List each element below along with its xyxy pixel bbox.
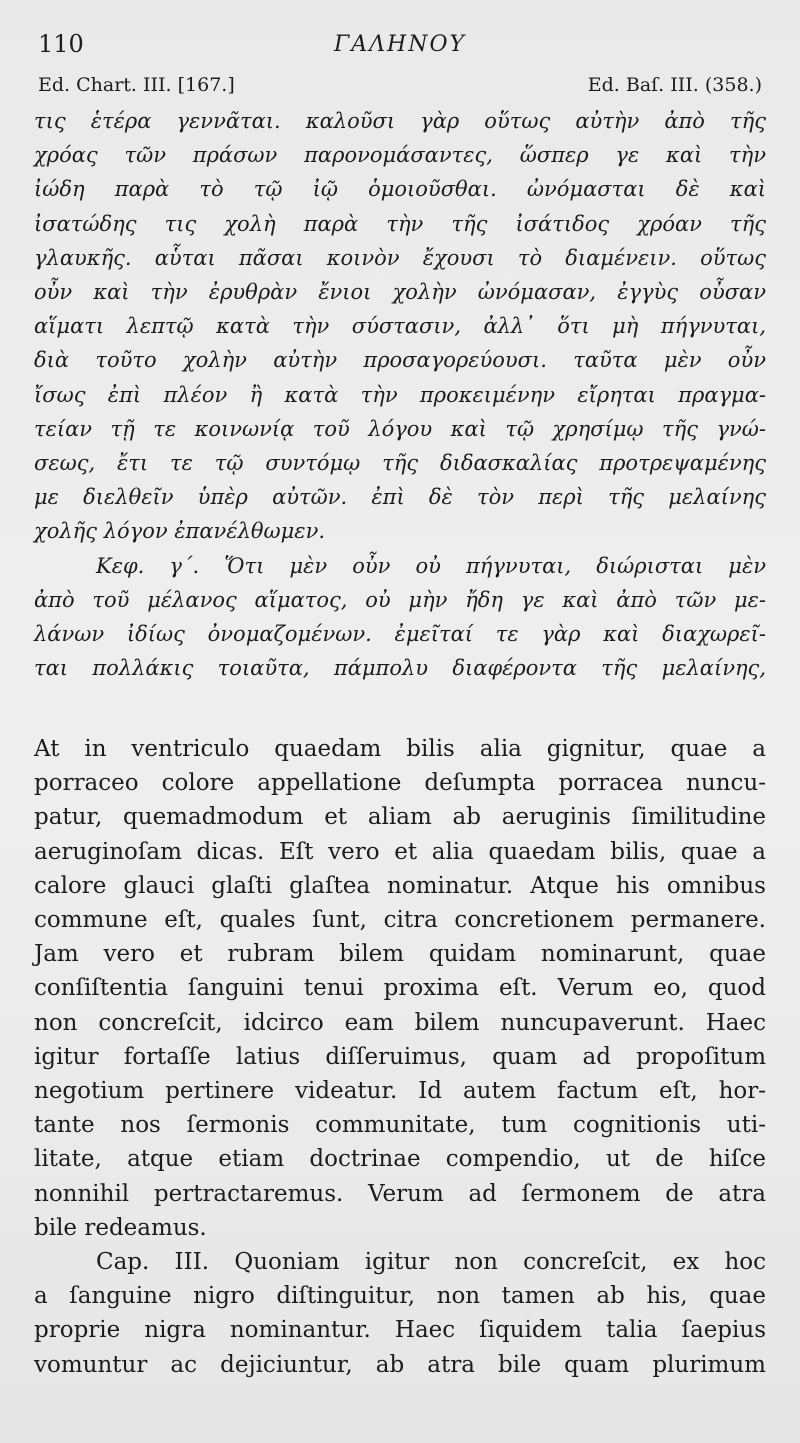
- greek-line: με διελθεῖν ὑπὲρ αὐτῶν. ἐπὶ δὲ τὸν περὶ τῆς μελαίνης: [34, 485, 766, 510]
- greek-line: διὰ τοῦτο χολὴν αὐτὴν προσαγορεύουσι. ταῦτα μὲν οὖν: [34, 348, 766, 373]
- greek-line: ἰσατώδης τις χολὴ παρὰ τὴν τῆς ἰσάτιδος χρόαν τῆς: [34, 211, 766, 236]
- greek-line: τείαν τῇ τε κοινωνίᾳ τοῦ λόγου καὶ τῷ χρησίμῳ τῆς γνώ-: [34, 416, 766, 441]
- latin-line: bile redeamus.: [34, 1214, 207, 1241]
- latin-line: negotium pertinere videatur. Id autem factum eſt, hor-: [34, 1078, 766, 1105]
- greek-line: σεως, ἔτι τε τῷ συντόμῳ τῆς διδασκαλίας προτρεψαμένης: [34, 451, 766, 476]
- greek-chapter-heading-line: Κεφ. γ΄. Ὅτι μὲν οὖν οὐ πήγνυται, διώρισται μὲν: [96, 553, 766, 578]
- edition-references: [38, 74, 762, 102]
- latin-line: non concreſcit, idcirco eam bilem nuncupaverunt. Haec: [34, 1009, 766, 1036]
- greek-line: ἴσως ἐπὶ πλέον ἢ κατὰ τὴν προκειμένην εἴρηται πραγμα-: [34, 382, 766, 407]
- latin-line: aeruginoſam dicas. Eſt vero et alia quaedam bilis, quae a: [34, 838, 766, 865]
- latin-line: At in ventriculo quaedam bilis alia gignitur, quae a: [34, 736, 766, 762]
- greek-line: οὖν καὶ τὴν ἐρυθρὰν ἔνιοι χολὴν ὠνόμασαν, ἐγγὺς οὖσαν: [34, 280, 766, 305]
- latin-line: vomuntur ac dejiciuntur, ab atra bile quam plurimum: [34, 1351, 766, 1378]
- greek-line: χολῆς λόγον ἐπανέλθωμεν.: [34, 519, 326, 544]
- latin-line: patur, quemadmodum et aliam ab aeruginis ſimilitudine: [34, 804, 766, 831]
- latin-line: calore glauci glaſti glaſtea nominatur. Atque his omnibus: [34, 872, 766, 899]
- edition-reference-chartier: Ed. Chart. III. [167.]: [38, 74, 235, 96]
- latin-line: nonnihil pertractaremus. Verum ad ſermonem de atra: [34, 1180, 766, 1207]
- latin-line: litate, atque etiam doctrinae compendio, ut de hiſce: [34, 1146, 766, 1173]
- greek-line: λάνων ἰδίως ὀνομαζομένων. ἐμεῖταί τε γὰρ καὶ διαχωρεῖ-: [34, 622, 766, 647]
- latin-line: tante nos ſermonis communitate, tum cognitionis uti-: [34, 1112, 766, 1139]
- greek-line: τις ἑτέρα γεννᾶται. καλοῦσι γὰρ οὕτως αὐτὴν ἀπὸ τῆς: [34, 109, 766, 133]
- running-title: ΓΑΛΗΝΟΥ: [333, 32, 467, 57]
- greek-line: ἰώδη παρὰ τὸ τῷ ἰῷ ὁμοιοῦσθαι. ὠνόμασται δὲ καὶ: [34, 177, 766, 202]
- latin-line: proprie nigra nominantur. Haec ſiquidem talia ſaepius: [34, 1317, 766, 1344]
- latin-line: igitur fortaſſe latius diſſeruimus, quam ad propoſitum: [34, 1043, 766, 1070]
- latin-line: commune eſt, quales ſunt, citra concretionem permanere.: [34, 907, 766, 934]
- greek-text-block: [34, 104, 766, 685]
- latin-line: Jam vero et rubram bilem quidam nominarunt, quae: [34, 941, 766, 968]
- edition-reference-basel: Ed. Baſ. III. (358.): [587, 74, 762, 96]
- latin-line: a ſanguine nigro diſtinguitur, non tamen ab his, quae: [34, 1283, 766, 1310]
- greek-line: ται πολλάκις τοιαῦτα, πάμπολυ διαφέροντα τῆς μελαίνης,: [34, 656, 766, 681]
- latin-line: porraceo colore appellatione deſumpta porracea nuncu-: [34, 770, 766, 797]
- greek-line: αἵματι λεπτῷ κατὰ τὴν σύστασιν, ἀλλ᾽ ὅτι μὴ πήγνυται,: [34, 314, 766, 339]
- latin-line: conſiſtentia ſanguini tenui proxima eſt. Verum eo, quod: [34, 975, 766, 1002]
- greek-line: χρόας τῶν πράσων παρονομάσαντες, ὥσπερ γε καὶ τὴν: [34, 143, 766, 168]
- page-number: 110: [38, 30, 84, 58]
- latin-text-block: [34, 732, 766, 1382]
- page-header: [38, 30, 762, 64]
- greek-line: γλαυκῆς. αὗται πᾶσαι κοινὸν ἔχουσι τὸ διαμένειν. οὕτως: [34, 245, 766, 270]
- latin-chapter-heading-line: Cap. III. Quoniam igitur non concreſcit, ex hoc: [96, 1249, 766, 1276]
- greek-line: ἀπὸ τοῦ μέλανος αἵματος, οὐ μὴν ἤδη γε καὶ ἀπὸ τῶν με-: [34, 587, 766, 612]
